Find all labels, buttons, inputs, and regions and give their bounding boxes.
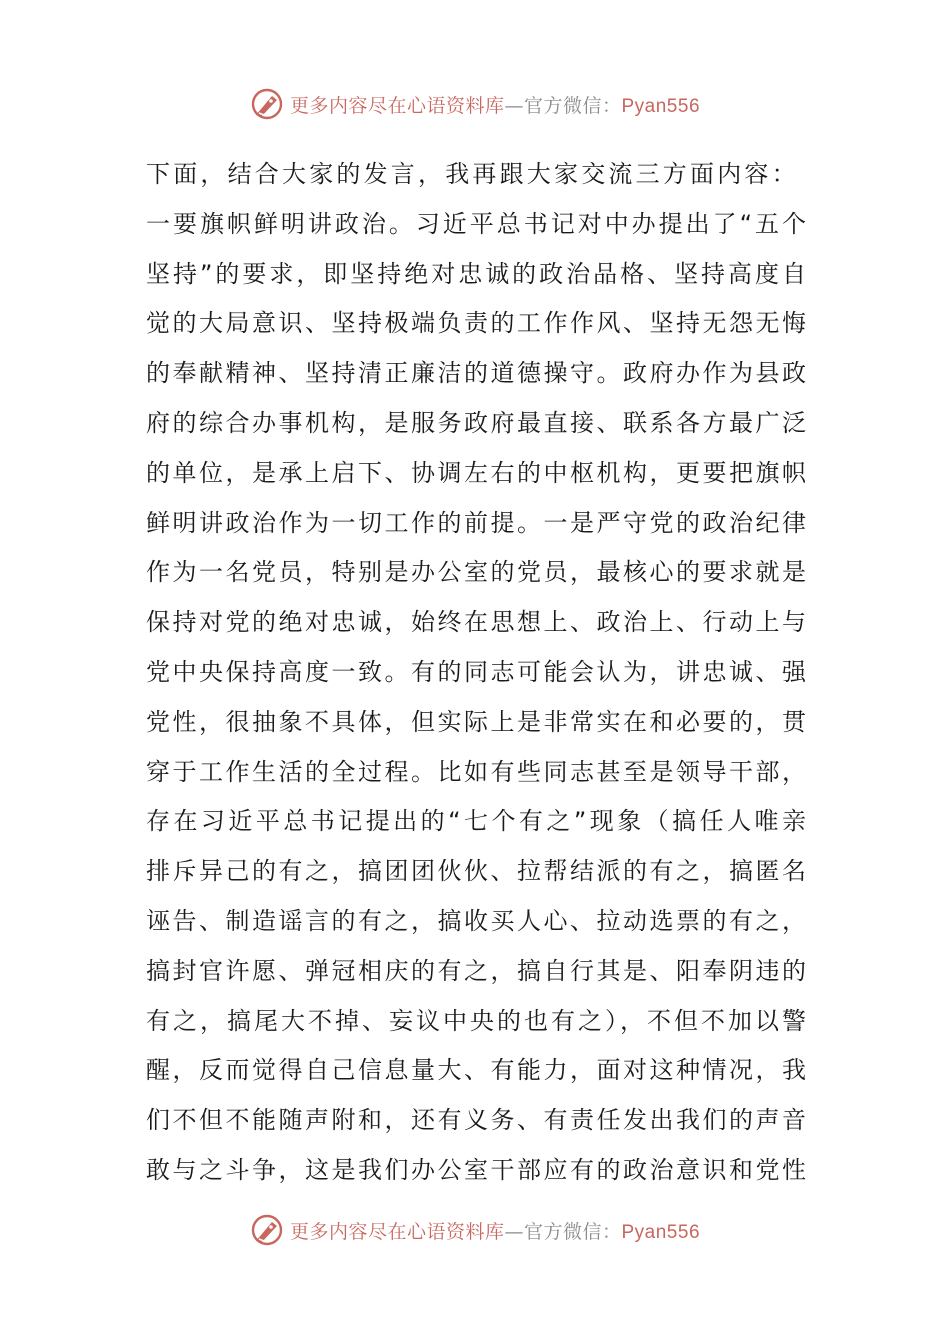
text-line: 有之，搞尾大不掉、妄议中央的也有之），不但不加以警 bbox=[146, 1006, 806, 1035]
text-line: 们不但不能随声附和，还有义务、有责任发出我们的声音 bbox=[146, 1106, 806, 1135]
text-line: 诬告、制造谣言的有之，搞收买人心、拉动选票的有之， bbox=[146, 906, 806, 935]
text-line: 觉的大局意识、坚持极端负责的工作作风、坚持无怨无悔 bbox=[146, 309, 806, 338]
watermark-wechat-label: —官方微信： bbox=[504, 1220, 622, 1243]
text-line: 坚持”的要求，即坚持绝对忠诚的政治品格、坚持高度自 bbox=[146, 259, 806, 288]
text-line: 排斥异己的有之，搞团团伙伙、拉帮结派的有之，搞匿名 bbox=[146, 857, 806, 886]
document-body bbox=[146, 150, 806, 1196]
text-line: 下面，结合大家的发言，我再跟大家交流三方面内容： bbox=[146, 160, 799, 188]
text-line: 党性，很抽象不具体，但实际上是非常实在和必要的，贯 bbox=[146, 707, 806, 736]
text-line: 敢与之斗争，这是我们办公室干部应有的政治意识和党性 bbox=[146, 1155, 806, 1184]
text-line: 的奉献精神、坚持清正廉洁的道德操守。政府办作为县政 bbox=[146, 359, 806, 388]
text-line: 搞封官许愿、弹冠相庆的有之，搞自行其是、阳奉阴违的 bbox=[146, 956, 806, 985]
footer-watermark bbox=[0, 1210, 950, 1250]
text-line: 醒，反而觉得自己信息量大、有能力，面对这种情况，我 bbox=[146, 1056, 806, 1085]
text-line: 的单位，是承上启下、协调左右的中枢机构，更要把旗帜 bbox=[146, 458, 806, 487]
text-line: 鲜明讲政治作为一切工作的前提。一是严守党的政治纪律 bbox=[146, 508, 806, 537]
watermark-wechat-id: Pyan556 bbox=[621, 95, 701, 117]
text-line: 党中央保持高度一致。有的同志可能会认为，讲忠诚、强 bbox=[146, 657, 806, 686]
text-line: 府的综合办事机构，是服务政府最直接、联系各方最广泛 bbox=[146, 408, 806, 437]
pen-nib-logo-icon bbox=[250, 87, 284, 121]
watermark-site-name: 更多内容尽在心语资料库 bbox=[289, 94, 505, 117]
watermark-wechat-label: —官方微信： bbox=[504, 94, 622, 117]
header-watermark bbox=[0, 84, 950, 124]
text-line: 存在习近平总书记提出的“七个有之”现象（搞任人唯亲 bbox=[146, 807, 806, 836]
text-line: 穿于工作生活的全过程。比如有些同志甚至是领导干部， bbox=[146, 757, 806, 786]
watermark-site-name: 更多内容尽在心语资料库 bbox=[289, 1220, 505, 1243]
text-line: 保持对党的绝对忠诚，始终在思想上、政治上、行动上与 bbox=[146, 608, 806, 637]
watermark-wechat-id: Pyan556 bbox=[621, 1221, 701, 1243]
text-line: 一要旗帜鲜明讲政治。习近平总书记对中办提出了“五个 bbox=[146, 209, 806, 238]
pen-nib-logo-icon bbox=[250, 1213, 284, 1247]
text-line: 作为一名党员，特别是办公室的党员，最核心的要求就是 bbox=[146, 558, 806, 587]
